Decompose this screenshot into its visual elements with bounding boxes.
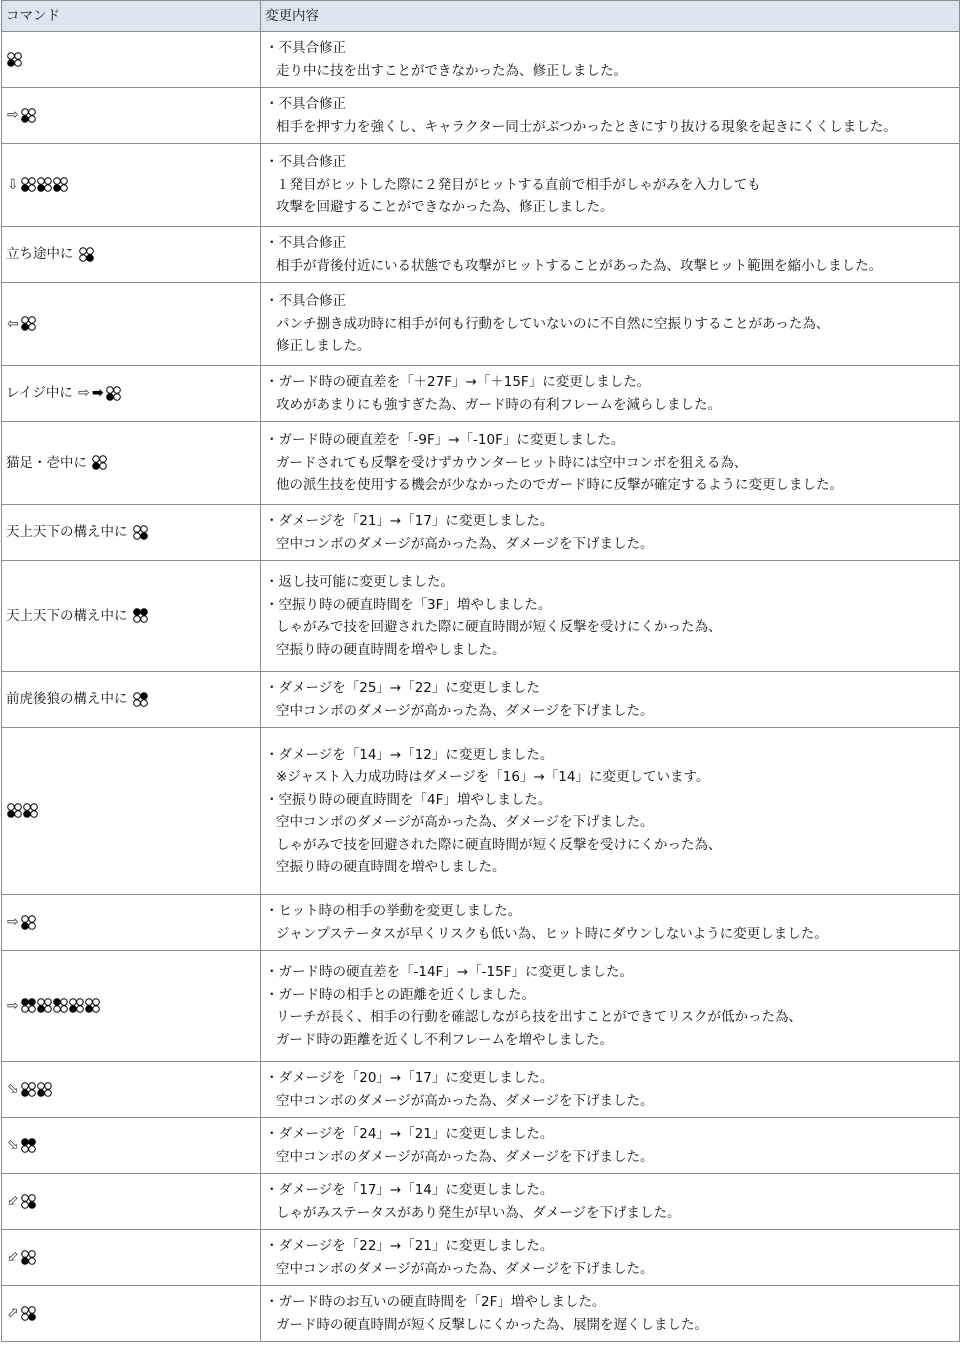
change-line: ・ガード時の硬直差を「-9F」→「-10F」に変更しました。: [265, 432, 625, 449]
command-input-icons: [7, 316, 36, 331]
button-input-icon: [21, 1138, 36, 1153]
change-line: 空中コンボのダメージが高かった為、ダメージを下げました。: [276, 1148, 654, 1165]
change-line: 空中コンボのダメージが高かった為、ダメージを下げました。: [276, 702, 654, 719]
button-input-icon: [37, 177, 52, 192]
table-row: [2, 728, 960, 895]
change-description-cell: [261, 366, 960, 422]
command-cell: [2, 561, 261, 672]
command-cell: [2, 227, 261, 283]
change-line: ・ダメージを「14」→「12」に変更しました。: [265, 746, 554, 763]
command-cell: [2, 672, 261, 728]
change-line: しゃがみで技を回避された際に硬直時間が短く反撃を受けにくかった為、: [276, 836, 722, 853]
change-line: ・不具合修正: [265, 235, 346, 251]
change-line: 空振り時の硬直時間を増やしました。: [276, 859, 506, 875]
change-line: ・ダメージを「24」→「21」に変更しました。: [265, 1126, 554, 1142]
direction-arrow-icon: ⇦: [7, 315, 19, 332]
button-input-icon: [7, 52, 22, 67]
change-line: ガード時の硬直時間が短く反撃しにくかった為、展開を遅くしました。: [276, 1316, 708, 1333]
change-line: ・ガード時のお互いの硬直時間を「2F」増やしました。: [265, 1294, 606, 1310]
table-row: [2, 1062, 960, 1118]
table-row: [2, 1286, 960, 1342]
button-input-icon: [21, 998, 36, 1013]
change-description-cell: [261, 144, 960, 227]
change-line: ・ダメージを「17」→「14」に変更しました。: [265, 1182, 554, 1198]
change-line: １発目がヒットした際に２発目がヒットする直前で相手がしゃがみを入力しても: [276, 176, 761, 193]
direction-arrow-icon: ⬀: [7, 1305, 19, 1322]
command-text: レイジ中に: [6, 385, 73, 402]
change-line: ジャンプステータスが早くリスクも低い為、ヒット時にダウンしないように変更しました。: [276, 925, 828, 942]
change-line: パンチ捌き成功時に相手が何も行動をしていないのに不自然に空振りすることがあった為、: [276, 315, 830, 332]
button-input-icon: [53, 177, 68, 192]
change-line: ・ガード時の硬直差を「＋27F」→「＋15F」に変更しました。: [265, 374, 651, 390]
command-input-icons: [7, 177, 68, 192]
table-row: [2, 1118, 960, 1174]
change-line: ・不具合修正: [265, 293, 346, 310]
button-input-icon: [21, 1194, 36, 1209]
change-line: ※ジャスト入力成功時はダメージを「16」→「14」に変更しています。: [276, 769, 710, 785]
command-cell: [2, 32, 261, 88]
table-row: [2, 144, 960, 227]
direction-arrow-icon: ⇩: [7, 176, 19, 193]
command-text: 天上天下の構え中に: [6, 607, 128, 624]
button-input-icon: [92, 455, 107, 470]
change-description-cell: [261, 283, 960, 366]
button-input-icon: [106, 386, 121, 401]
button-input-icon: [21, 316, 36, 331]
change-line: 空中コンボのダメージが高かった為、ダメージを下げました。: [276, 535, 654, 552]
command-cell: [2, 505, 261, 561]
change-line: ・ダメージを「20」→「17」に変更しました。: [265, 1070, 554, 1086]
button-input-icon: [21, 177, 36, 192]
command-input-icons: [7, 1250, 36, 1265]
change-description-cell: [261, 32, 960, 88]
change-description-cell: [261, 1286, 960, 1342]
change-line: しゃがみステータスがあり発生が早い為、ダメージを下げました。: [276, 1204, 681, 1221]
table-row: [2, 895, 960, 951]
change-line: 走り中に技を出すことができなかった為、修正しました。: [276, 62, 627, 79]
table-row: [2, 32, 960, 88]
table-row: [2, 366, 960, 422]
direction-arrow-icon: ⬃: [7, 1193, 19, 1210]
direction-arrow-icon: ⇨: [78, 385, 90, 402]
change-line: ・空振り時の硬直時間を「3F」増やしました。: [265, 596, 552, 613]
button-input-icon: [21, 108, 36, 123]
change-line: ・ダメージを「25」→「22」に変更しました: [265, 680, 540, 696]
table-row: [2, 422, 960, 505]
change-line: ・不具合修正: [265, 96, 346, 112]
change-line: ・ダメージを「22」→「21」に変更しました。: [265, 1238, 554, 1254]
change-description-cell: [261, 88, 960, 144]
change-line: リーチが長く、相手の行動を確認しながら技を出すことができてリスクが低かった為、: [276, 1009, 802, 1025]
command-cell: [2, 422, 261, 505]
command-input-icons: [7, 915, 36, 930]
command-cell: [2, 366, 261, 422]
table-row: [2, 88, 960, 144]
change-description-cell: [261, 1062, 960, 1118]
change-line: 攻めがあまりにも強すぎた為、ガード時の有利フレームを減らしました。: [276, 396, 721, 413]
button-input-icon: [21, 915, 36, 930]
change-line: ・不具合修正: [265, 154, 346, 171]
table-row: [2, 951, 960, 1062]
command-text: 立ち途中に: [6, 246, 74, 263]
change-line: ・空振り時の硬直時間を「4F」増やしました。: [265, 791, 552, 808]
command-cell: [2, 283, 261, 366]
table-row: [2, 561, 960, 672]
button-input-icon: [37, 998, 52, 1013]
button-input-icon: [85, 998, 100, 1013]
command-cell: [2, 1062, 261, 1118]
table-row: [2, 1230, 960, 1286]
command-cell: [2, 1230, 261, 1286]
button-input-icon: [21, 1250, 36, 1265]
table-row: [2, 672, 960, 728]
button-input-icon: [37, 1082, 52, 1097]
command-input-icons: [7, 803, 38, 818]
command-cell: [2, 144, 261, 227]
change-description-cell: [261, 1174, 960, 1230]
direction-arrow-icon: ➡: [91, 385, 104, 402]
change-line: しゃがみで技を回避された際に硬直時間が短く反撃を受けにくかった為、: [276, 619, 722, 635]
table-row: [2, 227, 960, 283]
direction-arrow-icon: ⇨: [7, 914, 19, 931]
command-input-icons: [7, 998, 100, 1013]
button-input-icon: [133, 608, 148, 623]
change-description-cell: [261, 505, 960, 561]
change-description-cell: [261, 561, 960, 672]
command-cell: [2, 1174, 261, 1230]
command-cell: [2, 1118, 261, 1174]
command-text: 天上天下の構え中に: [6, 524, 128, 541]
direction-arrow-icon: ⬂: [7, 1137, 19, 1154]
change-description-cell: [261, 672, 960, 728]
table-row: [2, 1174, 960, 1230]
command-cell: [2, 895, 261, 951]
command-cell: [2, 728, 261, 895]
command-input-icons: [133, 525, 148, 540]
change-line: 修正しました。: [276, 338, 371, 355]
table-header-row: [2, 1, 960, 32]
change-line: 他の派生技を使用する機会が少なかったのでガード時に反撃が確定するように変更しました。: [276, 477, 843, 494]
command-input-icons: [7, 1138, 36, 1153]
change-description-cell: [261, 951, 960, 1062]
change-line: ・ガード時の相手との距離を近くしました。: [265, 986, 535, 1003]
direction-arrow-icon: ⇨: [7, 997, 19, 1014]
change-line: 空中コンボのダメージが高かった為、ダメージを下げました。: [276, 1092, 654, 1109]
command-input-icons: [7, 1306, 36, 1321]
command-text: 猫足・壱中に: [6, 454, 87, 471]
table-row: [2, 283, 960, 366]
change-line: ・ガード時の硬直差を「-14F」→「-15F」に変更しました。: [265, 964, 633, 980]
command-input-icons: [78, 386, 120, 401]
command-cell: [2, 1286, 261, 1342]
patch-notes-table: [1, 0, 960, 1342]
change-line: ・ヒット時の相手の挙動を変更しました。: [265, 903, 522, 919]
change-line: 空振り時の硬直時間を増やしました。: [276, 641, 506, 658]
change-description-cell: [261, 895, 960, 951]
table-row: [2, 505, 960, 561]
change-description-cell: [261, 422, 960, 505]
command-input-icons: [7, 52, 22, 67]
button-input-icon: [7, 803, 22, 818]
command-input-icons: [7, 1194, 36, 1209]
button-input-icon: [21, 1306, 36, 1321]
change-description-cell: [261, 1118, 960, 1174]
change-description-cell: [261, 728, 960, 895]
table-body: [2, 32, 960, 1342]
button-input-icon: [21, 1082, 36, 1097]
command-input-icons: [79, 247, 94, 262]
change-line: 空中コンボのダメージが高かった為、ダメージを下げました。: [276, 814, 654, 830]
button-input-icon: [79, 247, 94, 262]
change-line: ・不具合修正: [265, 40, 346, 56]
button-input-icon: [53, 998, 68, 1013]
change-line: ・ダメージを「21」→「17」に変更しました。: [265, 513, 554, 529]
change-line: ガードされても反撃を受けずカウンターヒット時には空中コンボを狙える為、: [276, 454, 748, 471]
change-line: ガード時の距離を近くし不利フレームを増やしました。: [276, 1031, 613, 1048]
direction-arrow-icon: ⇨: [7, 107, 19, 124]
command-cell: [2, 88, 261, 144]
header-command: コマンド: [2, 1, 261, 32]
direction-arrow-icon: ⬂: [7, 1081, 19, 1098]
command-input-icons: [7, 108, 36, 123]
direction-arrow-icon: ⬃: [7, 1249, 19, 1266]
header-changes: 変更内容: [261, 1, 960, 32]
button-input-icon: [133, 525, 148, 540]
command-input-icons: [92, 455, 107, 470]
command-text: 前虎後狼の構え中に: [6, 691, 128, 708]
command-input-icons: [7, 1082, 52, 1097]
command-cell: [2, 951, 261, 1062]
button-input-icon: [23, 803, 38, 818]
button-input-icon: [133, 692, 148, 707]
change-line: 相手が背後付近にいる状態でも攻撃がヒットすることがあった為、攻撃ヒット範囲を縮小しました。: [276, 257, 883, 274]
change-description-cell: [261, 227, 960, 283]
command-input-icons: [133, 608, 148, 623]
button-input-icon: [69, 998, 84, 1013]
change-description-cell: [261, 1230, 960, 1286]
change-line: 相手を押す力を強くし、キャラクター同士がぶつかったときにすり抜ける現象を起きにくくしました。: [276, 118, 897, 135]
change-line: ・返し技可能に変更しました。: [265, 574, 454, 590]
change-line: 攻撃を回避することができなかった為、修正しました。: [276, 199, 614, 216]
command-input-icons: [133, 692, 148, 707]
change-line: 空中コンボのダメージが高かった為、ダメージを下げました。: [276, 1260, 654, 1277]
